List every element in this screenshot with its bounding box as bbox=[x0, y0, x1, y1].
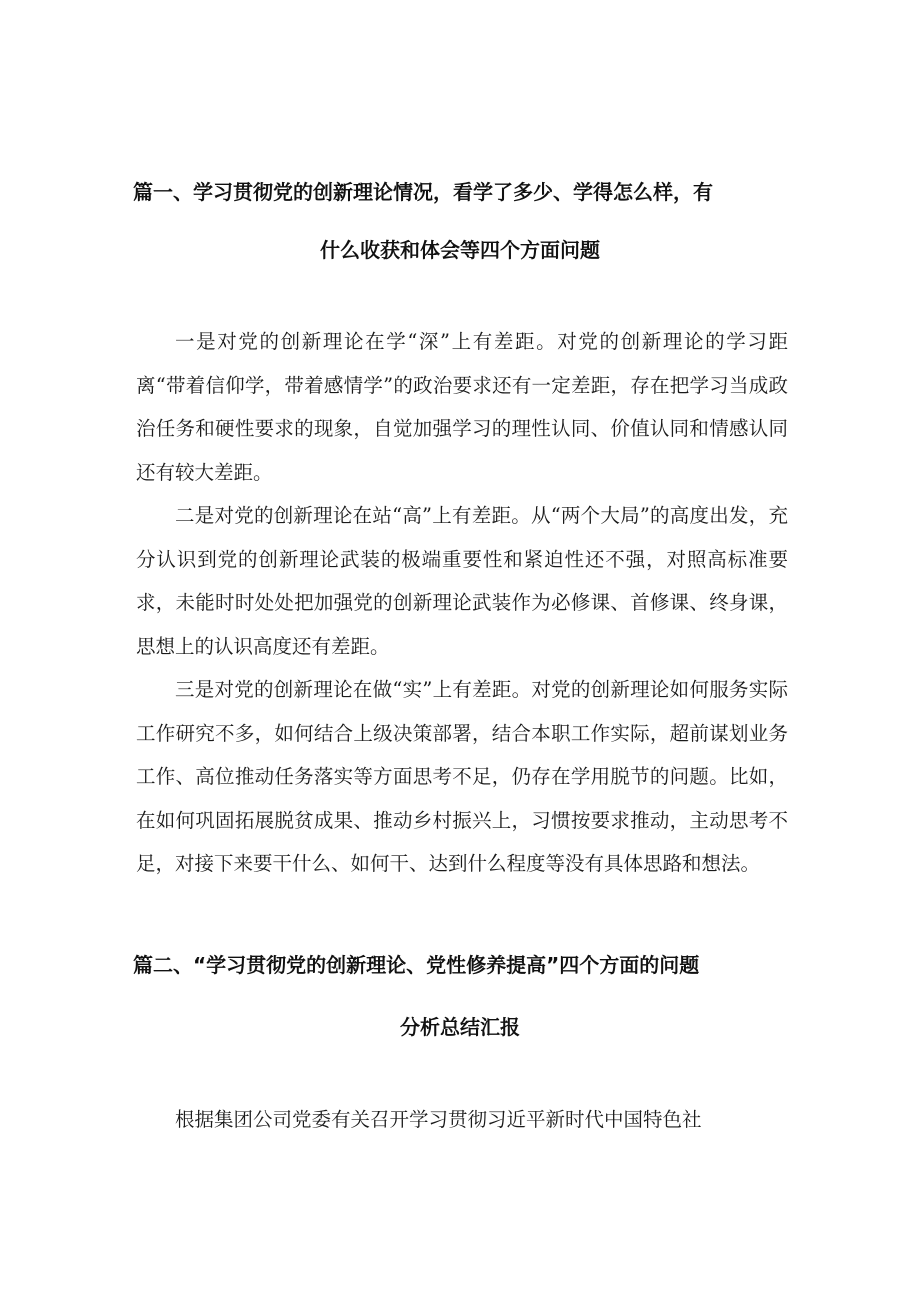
section1-body bbox=[136, 320, 788, 886]
section1-paragraph-1: 一是对党的创新理论在学“深”上有差距。对党的创新理论的学习距离“带着信仰学，带着感情学”的政治要求还有一定差距，存在把学习当成政治任务和硬性要求的现象，自觉加强学习的理性认同、价值认同和情感认同还有较大差距。 bbox=[136, 330, 788, 484]
section2-title-line2: 分析总结汇报 bbox=[400, 1015, 520, 1039]
section1-paragraph-3: 三是对党的创新理论在做“实”上有差距。对党的创新理论如何服务实际工作研究不多，如何结合上级决策部署，结合本职工作实际，超前谋划业务工作、高位推动任务落实等方面思考不足，仍存在学用脱节的问题。比如，在如何巩固拓展脱贫成果、推动乡村振兴上，习惯按要求推动，主动思考不足，对接下来要干什么、如何干、达到什么程度等没有具体思路和想法。 bbox=[136, 678, 788, 875]
section1-title-line1: 篇一、学习贯彻党的创新理论情况，看学了多少、学得怎么样，有 bbox=[133, 180, 713, 204]
section1-title-line2: 什么收获和体会等四个方面问题 bbox=[320, 238, 600, 262]
section2-paragraph-1: 根据集团公司党委有关召开学习贯彻习近平新时代中国特色社 bbox=[175, 1108, 702, 1131]
section1-paragraph-2: 二是对党的创新理论在站“高”上有差距。从“两个大局”的高度出发，充分认识到党的创新理论武装的极端重要性和紧迫性还不强，对照高标准要求，未能时时处处把加强党的创新理论武装作为必修课、首修课、终身课，思想上的认识高度还有差距。 bbox=[136, 504, 788, 658]
section2-title-line1: 篇二、“学习贯彻党的创新理论、党性修养提高”四个方面的问题 bbox=[133, 953, 700, 977]
